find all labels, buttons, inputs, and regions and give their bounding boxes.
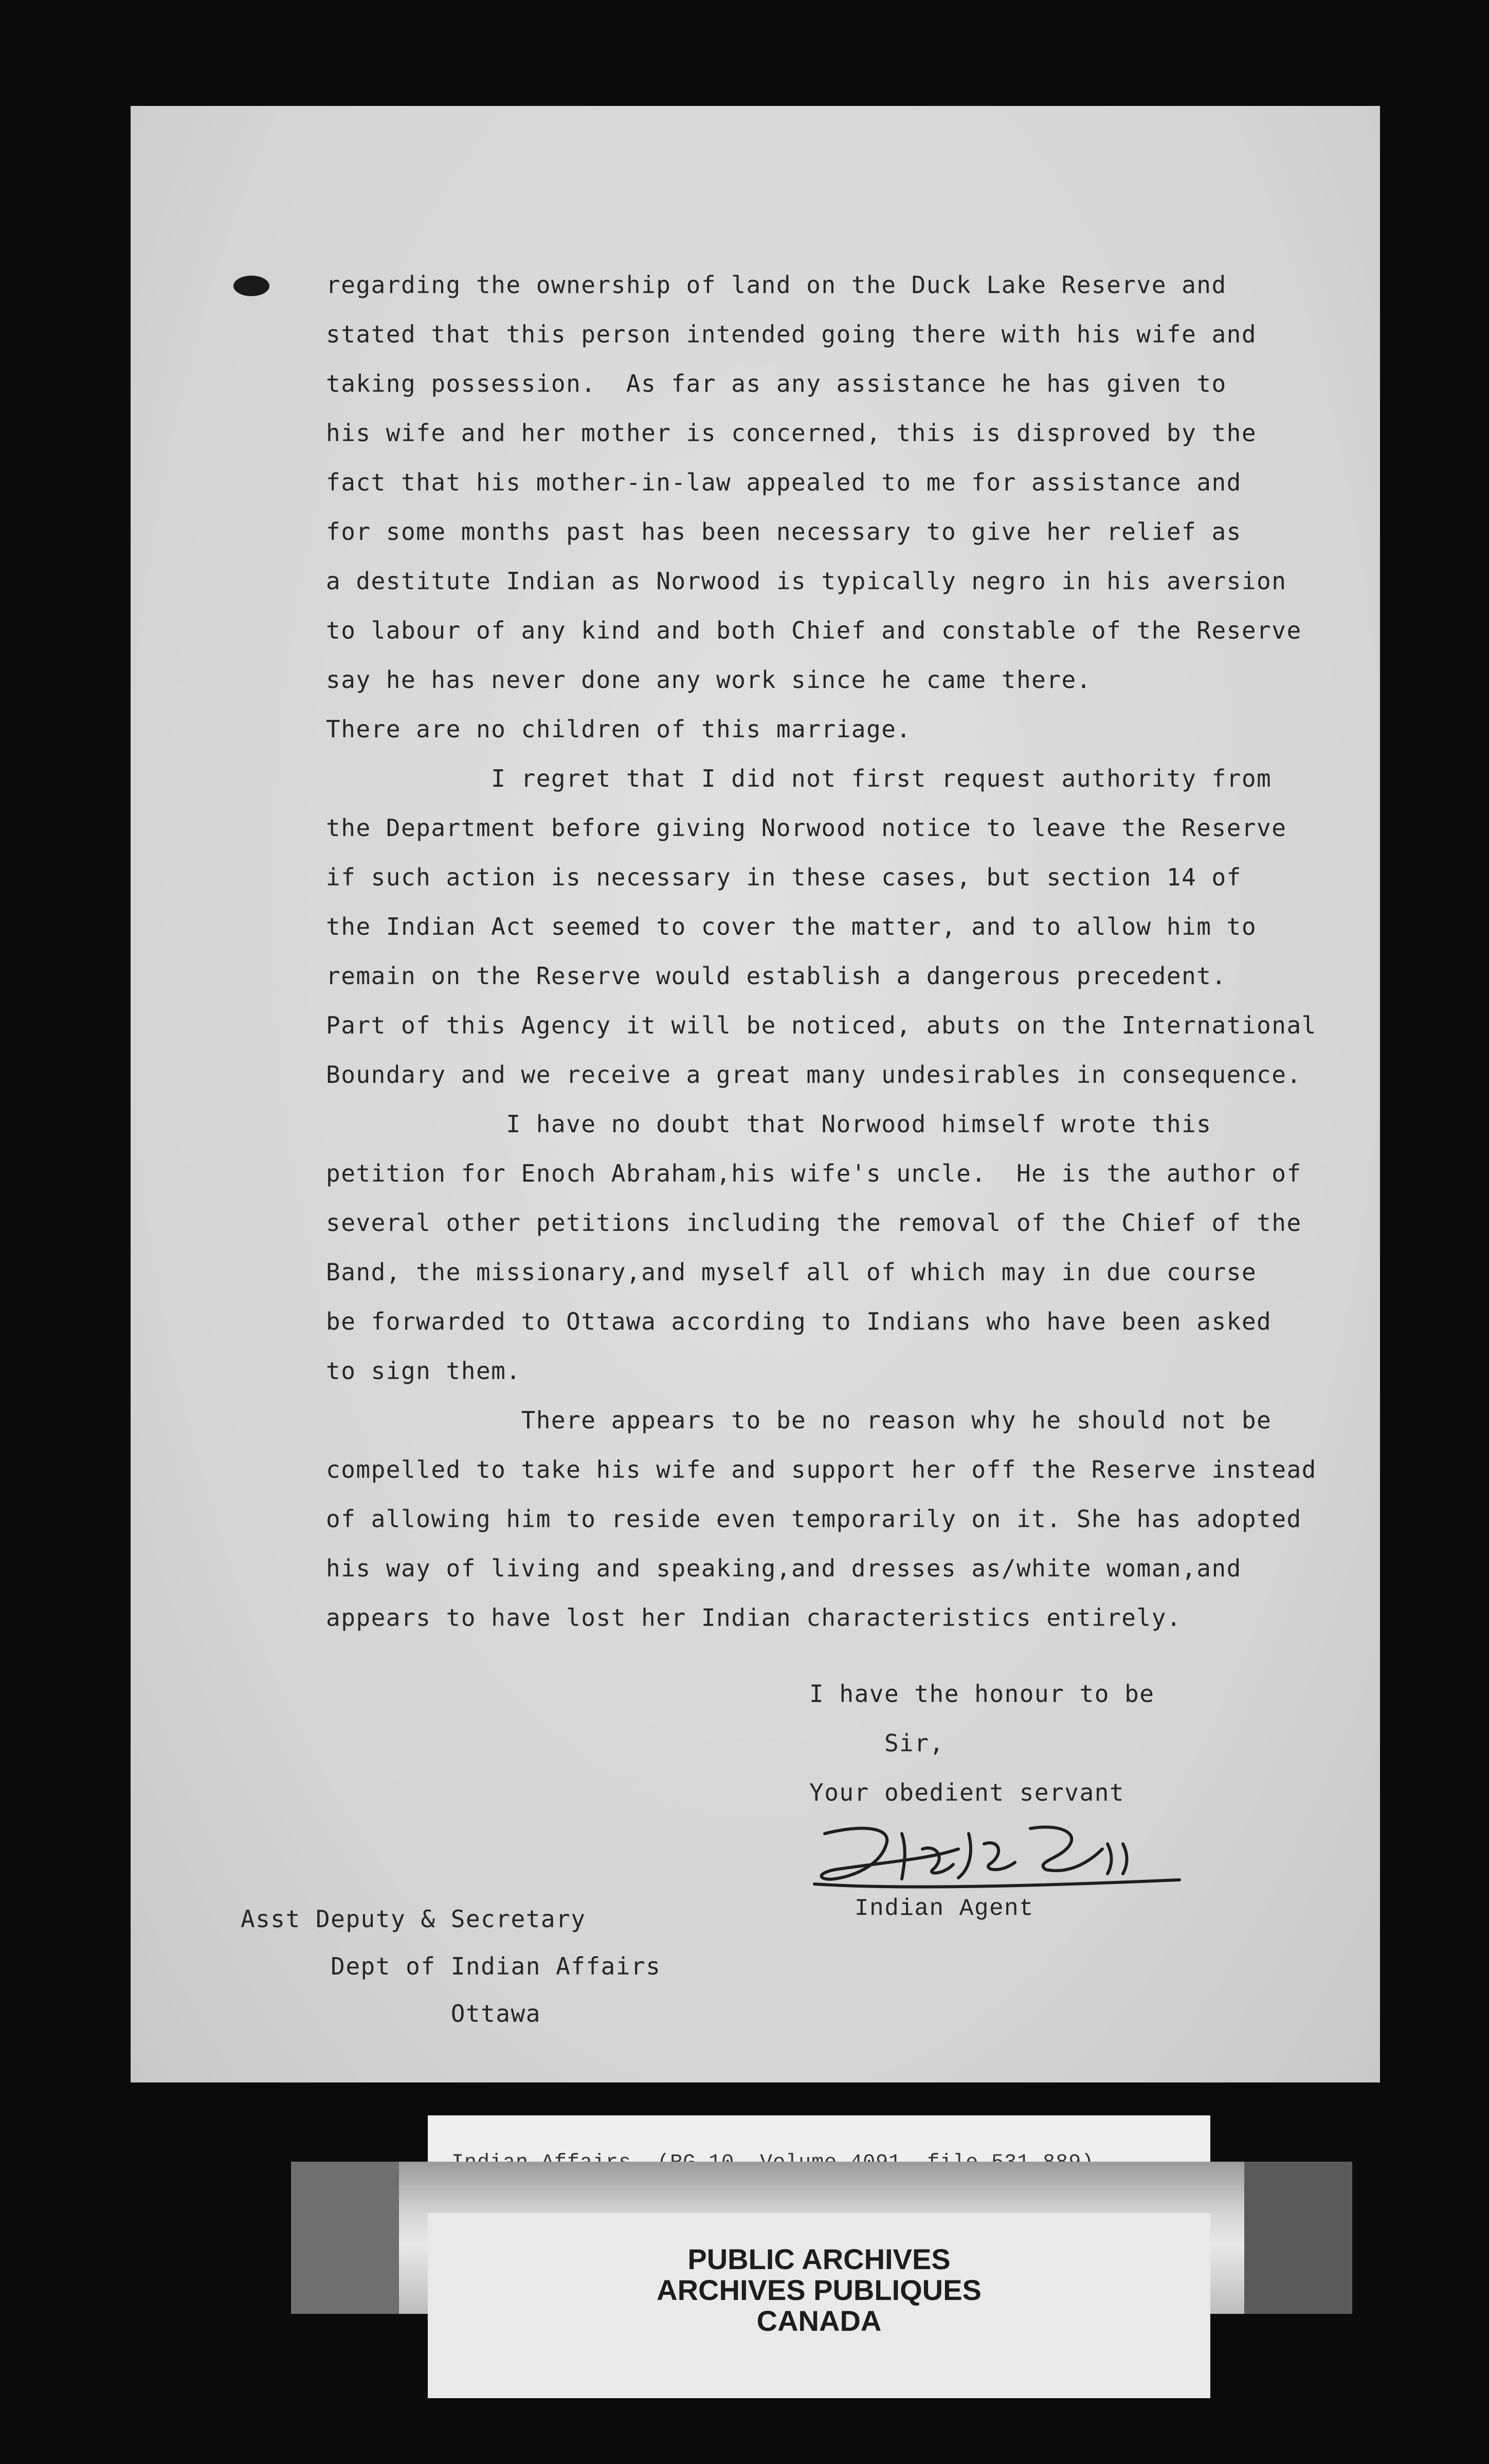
stamp-line: PUBLIC ARCHIVES	[687, 2243, 951, 2275]
body-line: of allowing him to reside even temporarily on it. She has adopted	[326, 1505, 1302, 1533]
letter-body	[326, 260, 1365, 1642]
body-line: I have no doubt that Norwood himself wrote this	[326, 1110, 1212, 1138]
address-line: Ottawa	[241, 2000, 541, 2027]
body-line: remain on the Reserve would establish a dangerous precedent.	[326, 962, 1227, 990]
body-line: petition for Enoch Abraham,his wife's uncle. He is the author of	[326, 1159, 1302, 1187]
closing-line: I have the honour to be	[809, 1680, 1155, 1708]
body-line: the Indian Act seemed to cover the matter, and to allow him to	[326, 913, 1257, 940]
body-line: regarding the ownership of land on the Duck Lake Reserve and	[326, 271, 1227, 299]
body-line: if such action is necessary in these cases, but section 14 of	[326, 863, 1242, 891]
body-line: Part of this Agency it will be noticed, abuts on the International	[326, 1011, 1317, 1039]
body-line: his way of living and speaking,and dresses as/white woman,and	[326, 1554, 1242, 1582]
address-line: Dept of Indian Affairs	[241, 1952, 661, 1980]
signature-graphic	[804, 1813, 1185, 1890]
letter-page	[131, 106, 1380, 2082]
body-line: There are no children of this marriage.	[326, 715, 912, 743]
body-line: say he has never done any work since he came there.	[326, 666, 1092, 694]
body-line: be forwarded to Ottawa according to Indians who have been asked	[326, 1308, 1272, 1335]
body-line: his wife and her mother is concerned, this is disproved by the	[326, 419, 1257, 447]
body-line: to labour of any kind and both Chief and constable of the Reserve	[326, 617, 1302, 644]
recipient-address	[241, 1895, 661, 2037]
body-line: Band, the missionary,and myself all of which may in due course	[326, 1258, 1257, 1286]
archives-stamp-card	[428, 2213, 1210, 2398]
tape-end-left	[291, 2162, 399, 2314]
body-line: Boundary and we receive a great many undesirables in consequence.	[326, 1061, 1302, 1089]
closing-line: Sir,	[809, 1729, 945, 1757]
ink-blot	[233, 276, 269, 296]
body-line: appears to have lost her Indian characteristics entirely.	[326, 1604, 1182, 1632]
body-line: for some months past has been necessary to give her relief as	[326, 518, 1242, 546]
signer-title: Indian Agent	[855, 1895, 1034, 1922]
stamp-line: CANADA	[756, 2305, 882, 2337]
body-line: There appears to be no reason why he should not be	[326, 1406, 1272, 1434]
body-line: fact that his mother-in-law appealed to me for assistance and	[326, 468, 1242, 496]
body-line: to sign them.	[326, 1357, 521, 1385]
address-line: Asst Deputy & Secretary	[241, 1905, 586, 1933]
body-line: stated that this person intended going there with his wife and	[326, 320, 1257, 348]
body-line: taking possession. As far as any assistance he has given to	[326, 370, 1227, 397]
body-line: the Department before giving Norwood notice to leave the Reserve	[326, 814, 1287, 842]
body-line: a destitute Indian as Norwood is typically negro in his aversion	[326, 567, 1287, 595]
archives-stamp	[428, 2244, 1210, 2336]
body-line: I regret that I did not first request authority from	[326, 765, 1272, 792]
tape-end-right	[1244, 2162, 1352, 2314]
stamp-line: ARCHIVES PUBLIQUES	[657, 2274, 982, 2306]
letter-closing	[809, 1669, 1154, 1817]
body-line: several other petitions including the removal of the Chief of the	[326, 1209, 1302, 1237]
closing-line: Your obedient servant	[809, 1779, 1125, 1806]
body-line: compelled to take his wife and support her off the Reserve instead	[326, 1456, 1317, 1483]
